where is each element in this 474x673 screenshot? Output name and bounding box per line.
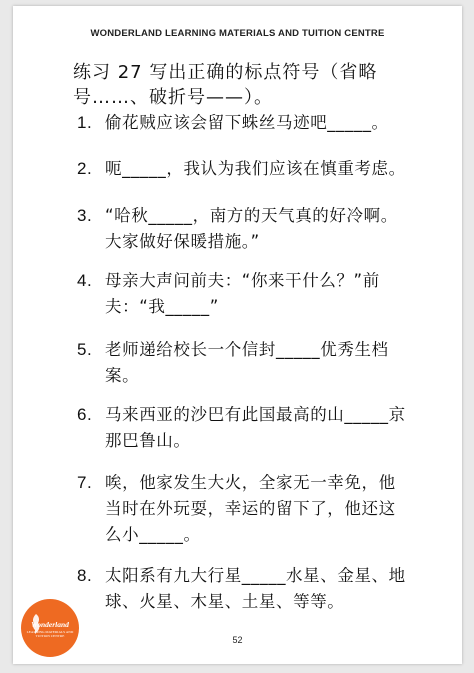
question-text: 偷花贼应该会留下蛛丝马迹吧_____。 bbox=[105, 113, 389, 132]
question-number: 5. bbox=[77, 340, 93, 359]
exercise-title-line1: 练习 27 写出正确的标点符号（省略 bbox=[73, 62, 378, 83]
question-2 bbox=[77, 156, 439, 182]
wonderland-logo bbox=[21, 599, 79, 657]
question-7 bbox=[77, 470, 439, 548]
question-text: 马来西亚的沙巴有此国最高的山_____京 bbox=[105, 405, 406, 424]
question-6 bbox=[77, 402, 439, 454]
question-text: 唉，他家发生大火，全家无一幸免，他 bbox=[105, 473, 396, 492]
question-text: “哈秋_____，南方的天气真的好冷啊。 bbox=[105, 206, 398, 225]
worksheet-page bbox=[13, 6, 462, 664]
question-text-continued: 那巴鲁山。 bbox=[105, 431, 191, 450]
question-number: 1. bbox=[77, 113, 93, 132]
question-number: 2. bbox=[77, 159, 93, 178]
question-text-continued: 么小_____。 bbox=[105, 525, 201, 544]
logo-tagline: LEARNING MATERIALS AND TUITION CENTRE bbox=[26, 630, 74, 638]
page-number: 52 bbox=[232, 635, 243, 645]
page-header: WONDERLAND LEARNING MATERIALS AND TUITION CENTRE bbox=[90, 28, 385, 39]
question-text: 母亲大声问前夫：“你来干什么？”前 bbox=[105, 271, 380, 290]
question-number: 8. bbox=[77, 566, 93, 585]
question-text-continued: 当时在外玩耍，幸运的留下了，他还这 bbox=[105, 499, 396, 518]
question-number: 6. bbox=[77, 405, 93, 424]
question-text: 太阳系有九大行星_____水星、金星、地 bbox=[105, 566, 406, 585]
question-8 bbox=[77, 563, 439, 615]
question-text-continued: 夫：“我_____” bbox=[105, 297, 219, 316]
question-text: 呃_____，我认为我们应该在慎重考虑。 bbox=[105, 159, 406, 178]
exercise-title bbox=[73, 60, 443, 110]
question-1 bbox=[77, 110, 439, 136]
question-text-continued: 大家做好保暖措施。” bbox=[105, 232, 260, 251]
question-text: 老师递给校长一个信封_____优秀生档 bbox=[105, 340, 389, 359]
question-5 bbox=[77, 337, 439, 389]
question-text-continued: 球、火星、木星、土星、等等。 bbox=[105, 592, 345, 611]
question-number: 7. bbox=[77, 473, 93, 492]
question-number: 4. bbox=[77, 271, 93, 290]
question-4 bbox=[77, 268, 439, 320]
question-text-continued: 案。 bbox=[105, 366, 140, 385]
question-number: 3. bbox=[77, 206, 93, 225]
exercise-title-line2: 号……、破折号——）。 bbox=[73, 87, 273, 108]
question-3 bbox=[77, 203, 439, 255]
logo-name: Wonderland bbox=[31, 620, 69, 629]
